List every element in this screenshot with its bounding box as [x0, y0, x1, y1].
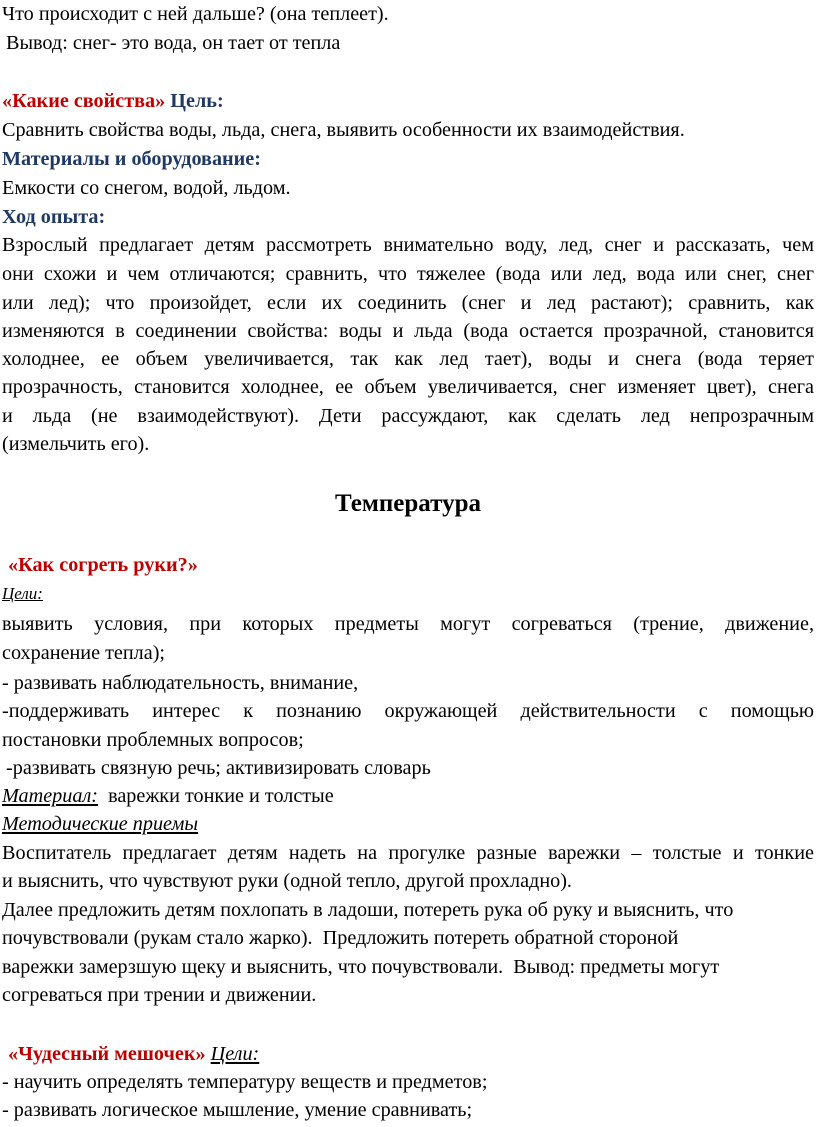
exp1-materials-label: Материалы и оборудование: — [2, 148, 261, 170]
exp1-process-line: Взрослый предлагает детям рассмотреть внимательно воду, лед, снег и рассказать, чем — [2, 234, 814, 256]
exp2-goal-line: -поддерживать интерес к познанию окружающей действительности с помощью — [2, 700, 814, 722]
exp1-process-line: они схожи и чем отличаются; сравнить, что тяжелее (вода или лед, вода или снег, снег — [2, 263, 814, 285]
exp1-process-line: или лед); что произойдет, если их соединить (снег и лед растают); сравнить, как — [2, 292, 814, 314]
exp1-process-line: холоднее, ее объем увеличивается, так как лед тает), воды и снега (вода теряет — [2, 348, 814, 370]
exp1-process-line: (измельчить его). — [2, 433, 150, 455]
exp2-method-line: Далее предложить детям похлопать в ладоши, потереть рука об руку и выяснить, что — [2, 899, 734, 921]
exp2-goal-line: выявить условия, при которых предметы могут согреваться (трение, движение, — [2, 613, 814, 635]
exp2-method-line: и выяснить, что чувствуют руки (одной тепло, другой прохладно). — [2, 870, 572, 892]
exp3-heading — [8, 1041, 814, 1069]
exp3-goal-line: - научить определять температуру веществ и предметов; — [2, 1071, 488, 1093]
exp1-title: «Какие свойства» — [2, 90, 166, 112]
exp1-goal-label: Цель: — [170, 90, 224, 112]
exp3-goal-line: - развивать логическое мышление, умение сравнивать; — [2, 1099, 473, 1121]
intro-conclusion: Вывод: снег- это вода, он тает от тепла — [6, 32, 341, 54]
exp2-material-label: Материал: — [2, 785, 98, 807]
exp1-process-label: Ход опыта: — [2, 206, 106, 228]
exp2-methods-label: Методические приемы — [2, 813, 199, 835]
exp2-goal-line: сохранение тепла); — [2, 642, 166, 664]
exp1-process-line: изменяются в соединении свойства: воды и льда (вода остается прозрачной, становится — [2, 320, 814, 342]
intro-line-1: Что происходит с ней дальше? (она теплеет). — [2, 3, 389, 25]
exp2-title: «Как согреть руки?» — [8, 554, 198, 576]
exp2-material-text: варежки тонкие и толстые — [108, 785, 334, 807]
exp3-goals-label: Цели: — [210, 1043, 260, 1065]
exp2-material-row — [2, 783, 814, 811]
exp2-method-line: варежки замерзшую щеку и выяснить, что почувствовали. Вывод: предметы могут — [2, 956, 720, 978]
exp1-goal-text: Сравнить свойства воды, льда, снега, выявить особенности их взаимодействия. — [2, 119, 685, 141]
exp2-method-line: Воспитатель предлагает детям надеть на прогулке разные варежки – толстые и тонкие — [2, 842, 814, 864]
exp3-title: «Чудесный мешочек» — [8, 1043, 206, 1065]
exp1-process-line: прозрачность, становится холоднее, ее объем увеличивается, снег изменяет цвет), снега — [2, 376, 814, 398]
exp2-goal-line: постановки проблемных вопросов; — [2, 729, 304, 751]
exp2-goal-line: - развивать наблюдательность, внимание, — [2, 672, 359, 694]
exp2-method-line: почувствовали (рукам стало жарко). Предложить потереть обратной стороной — [2, 927, 679, 949]
exp1-materials-text: Емкости со снегом, водой, льдом. — [2, 177, 291, 199]
section-title: Температура — [335, 490, 481, 517]
exp2-goals-label: Цели: — [2, 584, 43, 603]
exp1-heading — [2, 88, 814, 116]
exp2-method-line: согреваться при трении и движении. — [2, 984, 317, 1006]
exp1-process-line: и льда (не взаимодействуют). Дети рассуждают, как сделать лед непрозрачным — [2, 405, 814, 427]
exp2-goal-line: -развивать связную речь; активизировать словарь — [6, 757, 431, 779]
